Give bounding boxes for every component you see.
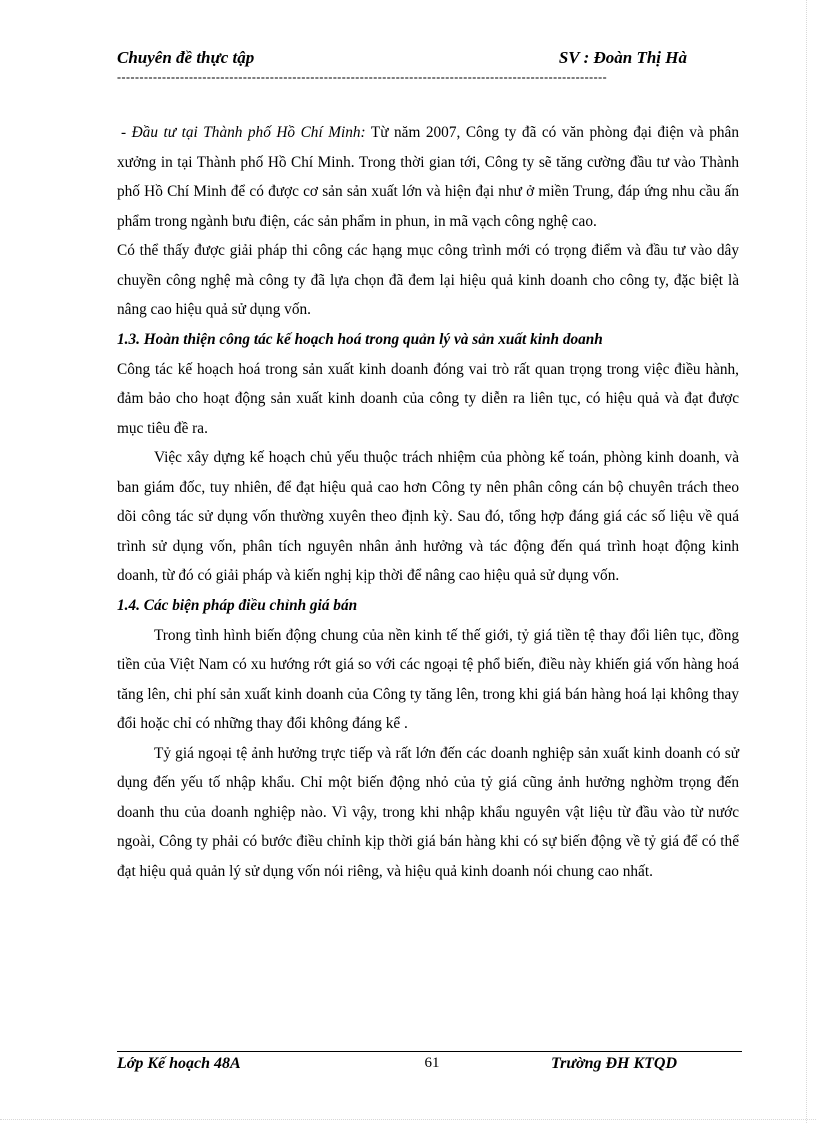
page-edge-right — [806, 0, 807, 1123]
paragraph-planning-role: Công tác kế hoạch hoá trong sản xuất kinh doanh đóng vai trò rất quan trọng trong việc điều hành, đảm bảo cho hoạt động sản xuất kinh doanh của công ty diễn ra liên tục, có hiệu quả và đạt được mục tiêu đề ra. — [117, 360, 739, 437]
footer-class-name: Lớp Kế hoạch 48A — [117, 1055, 241, 1072]
page-footer — [117, 1055, 742, 1079]
header-dashed-rule: ------------------------------------------------------------------------------------------------------------- — [117, 70, 608, 84]
paragraph-solution-summary: Có thể thấy được giải pháp thi công các hạng mục công trình mới có trọng điểm và đầu tư vào dây chuyền công nghệ mà công ty đã lựa chọn đã đem lại hiệu quả kinh doanh cho công ty, đặc biệt là nâng cao hiệu quả sử dụng vốn. — [117, 242, 739, 318]
document-body — [117, 118, 739, 886]
paragraph-hcmc-investment: - Đầu tư tại Thành phố Hồ Chí Minh: Từ năm 2007, Công ty đã có văn phòng đại điện và phân xưởng in tại Thành phố Hồ Chí Minh. Trong thời gian tới, Công ty sẽ tăng cường đầu tư vào Thành phố Hồ Chí Minh để có được cơ sản sản xuất lớn và hiện đại như ở miền Trung, đáp ứng nhu cầu ấn phẩm trong ngành bưu điện, các sản phẩm in phun, in mã vạch công nghệ cao. — [117, 124, 739, 230]
paragraph-exchange-rate-impact: Tỷ giá ngoại tệ ảnh hưởng trực tiếp và rất lớn đến các doanh nghiệp sản xuất kinh doanh có sử dụng đến yếu tố nhập khẩu. Chỉ một biến động nhỏ của tỷ giá cũng ảnh hưởng nghờm trọng đến doanh thu của doanh nghiệp nào. Vì vậy, trong khi nhập khẩu nguyên vật liệu từ đầu vào từ nước ngoài, Công ty phải có bước điều chỉnh kịp thời giá bán hàng khi có sự biến động về tỷ giá để có thể đạt hiệu quả quản lý sử dụng vốn nói riêng, và hiệu quả kinh doanh nói chung cao nhất. — [117, 744, 739, 880]
page-header — [117, 48, 687, 72]
footer-rule — [117, 1051, 742, 1052]
paragraph-hcmc-text: Từ năm 2007, Công ty đã có văn phòng đại điện và phân xưởng in tại Thành phố Hồ Chí Minh. Trong thời gian tới, Công ty sẽ tăng cường đầu tư vào Thành phố Hồ Chí Minh để có được cơ sản sản xuất lớn và hiện đại như ở miền Trung, đáp ứng nhu cầu ấn phẩm trong ngành bưu điện, các sản phẩm in phun, in mã vạch công nghệ cao. — [117, 124, 739, 230]
paragraph-exchange-rate-situation: Trong tình hình biến động chung của nền kinh tế thế giới, tỷ giá tiền tệ thay đổi liên tục, đồng tiền của Việt Nam có xu hướng rớt giá so với các ngoại tệ phổ biến, điều này khiến giá vốn hàng hoá tăng lên, chi phí sản xuất kinh doanh của Công ty tăng lên, trong khi giá bán hàng hoá lại không thay đổi hoặc chỉ có những thay đổi không đáng kể . — [117, 626, 739, 732]
header-course-title: Chuyên đề thực tập — [117, 48, 255, 67]
section-heading-1-4: 1.4. Các biện pháp điều chỉnh giá bán — [117, 596, 358, 614]
page-number: 61 — [424, 1055, 440, 1071]
paragraph-hcmc-label: Đầu tư tại Thành phố Hồ Chí Minh: — [131, 124, 366, 141]
page-edge-bottom — [0, 1119, 816, 1120]
section-heading-1-3: 1.3. Hoàn thiện công tác kế hoạch hoá trong quản lý và sản xuất kinh doanh — [117, 330, 603, 348]
footer-university: Trường ĐH KTQD — [551, 1055, 678, 1072]
paragraph-planning-responsibility: Việc xây dựng kế hoạch chủ yếu thuộc trách nhiệm của phòng kế toán, phòng kinh doanh, và ban giám đốc, tuy nhiên, để đạt hiệu quả cao hơn Công ty nên phân công cán bộ chuyên trách theo dõi công tác sử dụng vốn thường xuyên theo định kỳ. Sau đó, tổng hợp đáng giá các số liệu về quá trình sử dụng vốn, phân tích nguyên nhân ảnh hưởng và tác động đến quá trình hoạt động kinh doanh, từ đó có giải pháp và kiến nghị kịp thời để nâng cao hiệu quả sử dụng vốn. — [117, 449, 739, 584]
header-student-name: SV : Đoàn Thị Hà — [558, 48, 687, 67]
